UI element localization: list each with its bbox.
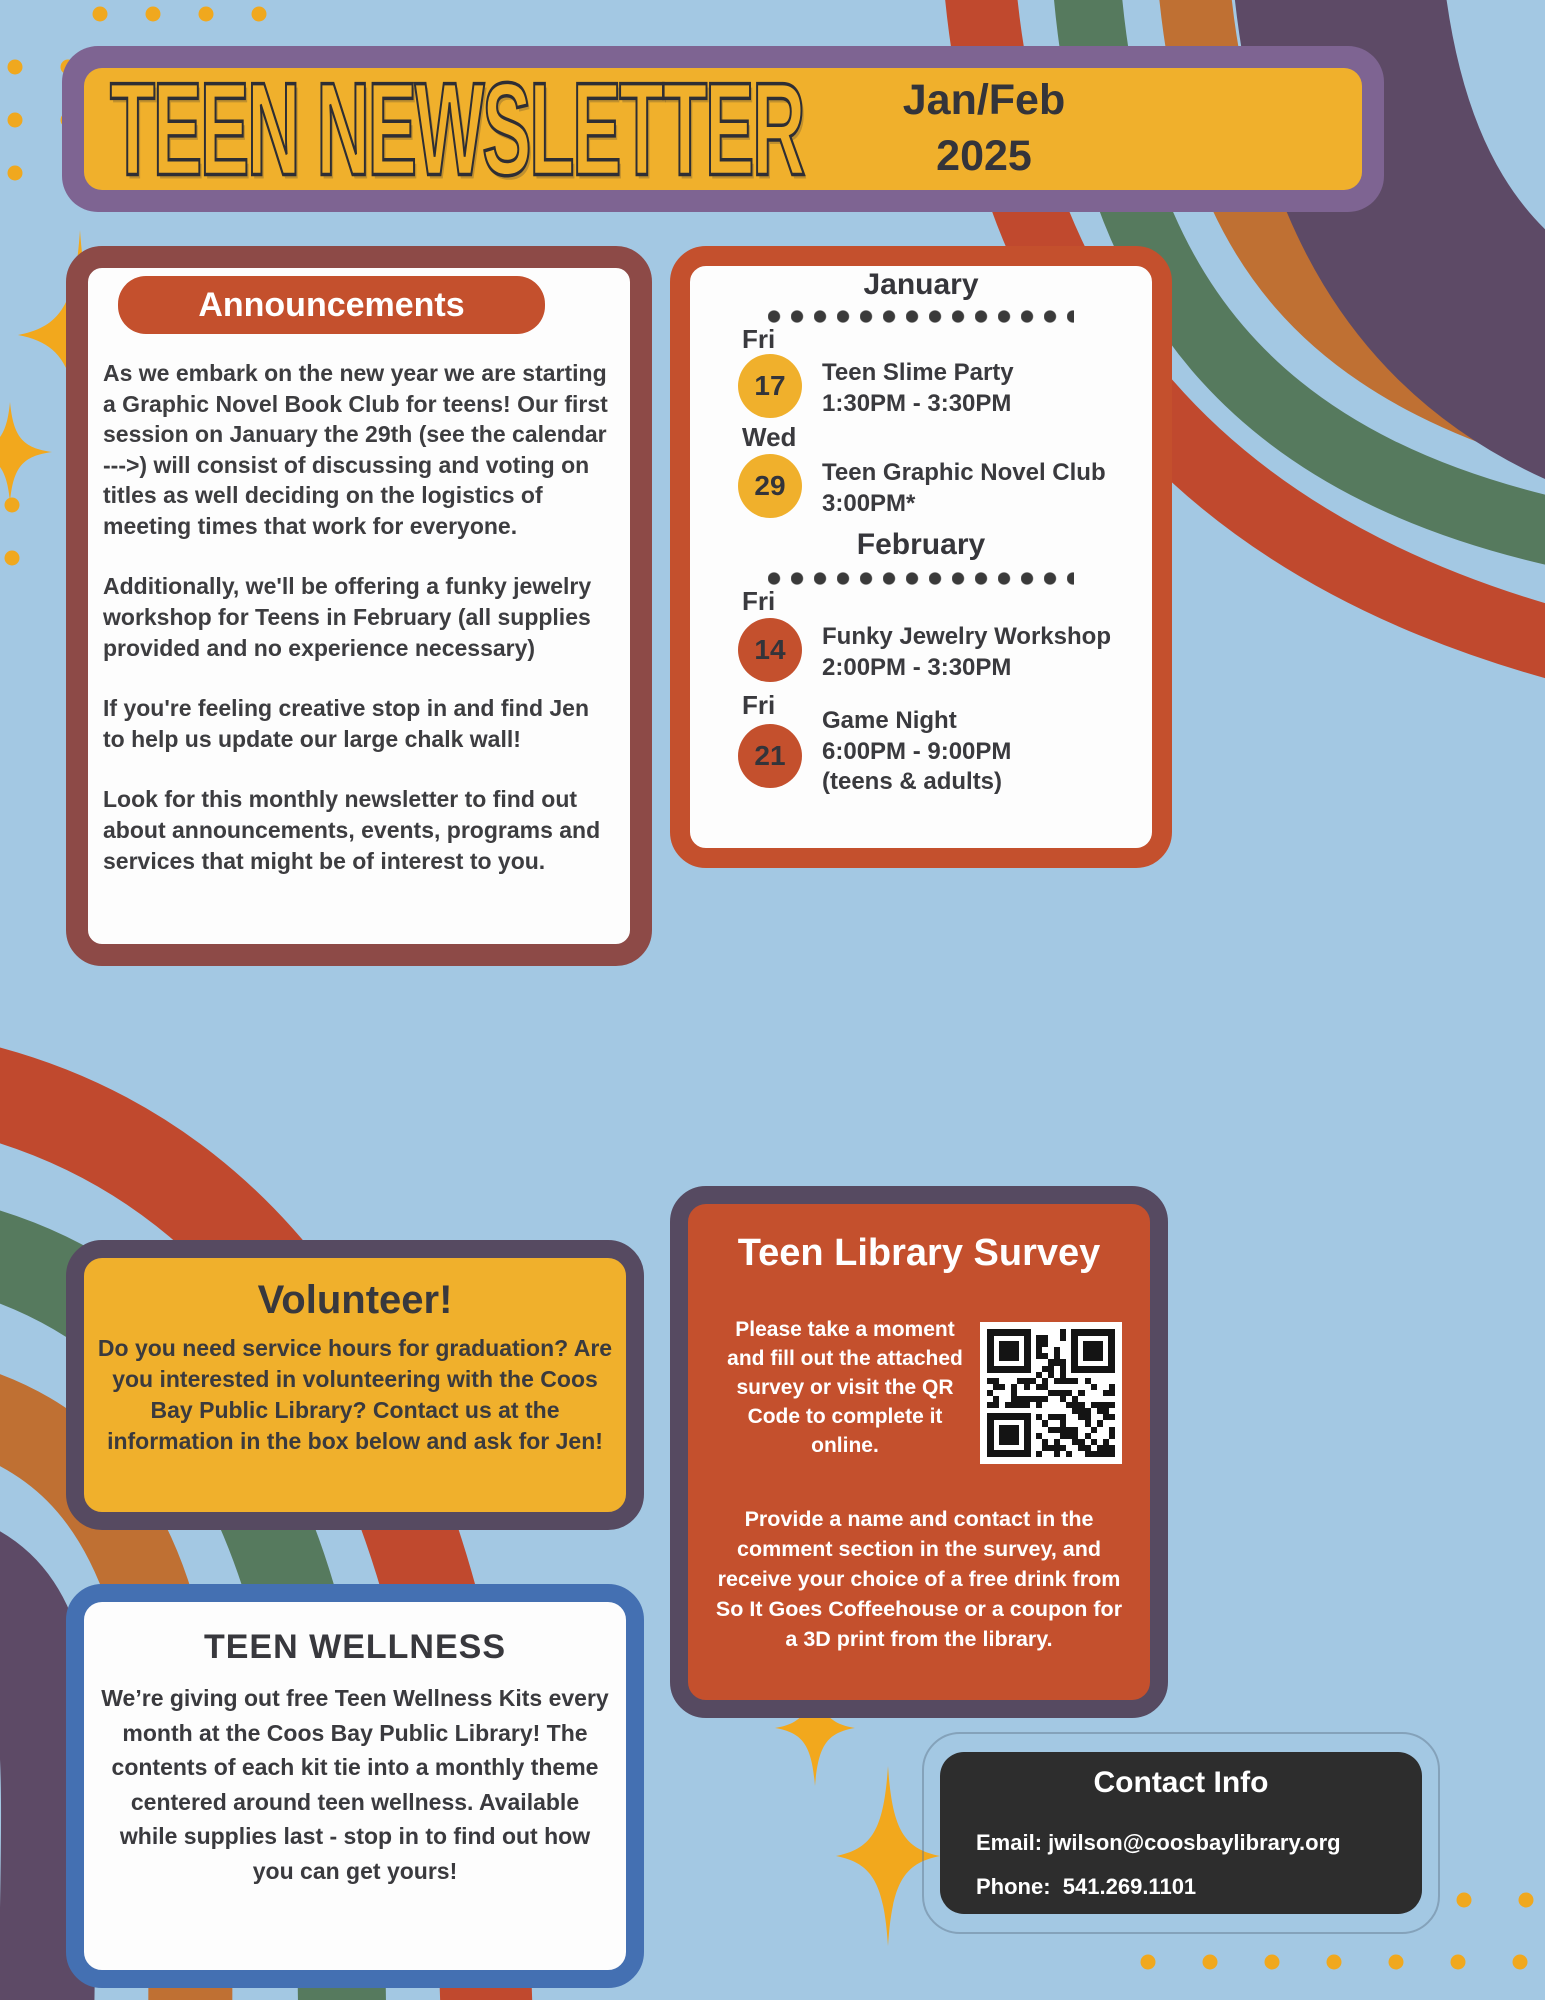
volunteer-box	[66, 1240, 644, 1530]
contact-phone	[976, 1874, 1196, 1900]
teen-wellness-box	[66, 1584, 644, 1988]
month-title-february: February	[856, 528, 986, 561]
event-title: Teen Graphic Novel Club	[822, 459, 1106, 486]
announcements-body	[103, 358, 615, 906]
event-details	[822, 358, 1014, 419]
survey-heading: Teen Library Survey	[737, 1232, 1101, 1274]
contact-heading: Contact Info	[1093, 1766, 1269, 1799]
issue-date	[834, 73, 1134, 185]
issue-months: Jan/Feb	[902, 76, 1066, 125]
announcements-paragraph: If you're feeling creative stop in and find Jen to help us update our large chalk wall!	[103, 695, 590, 752]
event-title: Funky Jewelry Workshop	[822, 623, 1111, 650]
event-time: 6:00PM - 9:00PM	[822, 737, 1012, 765]
event-date-badge: 17	[738, 354, 802, 418]
event-day: Fri	[742, 586, 776, 616]
contact-info-box	[940, 1752, 1422, 1914]
qr-finder-icon	[1071, 1329, 1115, 1373]
event-date-badge: 29	[738, 454, 802, 518]
event-time: 2:00PM - 3:30PM	[822, 653, 1012, 681]
contact-email	[976, 1830, 1341, 1856]
event-day: Fri	[742, 690, 776, 720]
event-time: 3:00PM*	[822, 489, 916, 517]
month-title-january: January	[863, 268, 979, 301]
dotted-divider	[768, 572, 1074, 585]
event-time: 1:30PM - 3:30PM	[822, 389, 1012, 417]
event-day: Wed	[742, 422, 797, 452]
survey-details: Provide a name and contact in the comment section in the survey, and receive your choice of a free drink from So It Goes Coffeehouse or a coupon for a 3D print from the library.	[715, 1507, 1123, 1652]
qr-code	[980, 1322, 1122, 1464]
announcements-paragraph: Additionally, we'll be offering a funky jewelry workshop for Teens in February (all supplies provided and no experience necessary)	[103, 573, 592, 661]
event-date-badge: 14	[738, 618, 802, 682]
volunteer-heading: Volunteer!	[257, 1278, 453, 1322]
event-title: Teen Slime Party	[822, 359, 1014, 386]
masthead	[62, 46, 1384, 212]
masthead-panel	[84, 55, 1362, 203]
phone-label: Phone:	[976, 1874, 1051, 1899]
event-day: Fri	[742, 324, 776, 354]
email-value: jwilson@coosbaylibrary.org	[1048, 1830, 1341, 1855]
event-audience: (teens & adults)	[822, 768, 1003, 796]
announcements-box	[66, 246, 652, 966]
event-details	[822, 622, 1111, 683]
newsletter-title: TEEN NEWSLETTER	[110, 55, 804, 203]
wellness-body: We’re giving out free Teen Wellness Kits every month at the Coos Bay Public Library! The contents of each kit tie into a monthly theme centered around teen wellness. Available while supplies last - stop in to find out how you can get yours!	[101, 1685, 609, 1884]
qr-finder-icon	[987, 1413, 1031, 1457]
qr-finder-icon	[987, 1329, 1031, 1373]
teen-library-survey-box	[670, 1186, 1168, 1718]
announcements-paragraph: As we embark on the new year we are starting a Graphic Novel Book Club for teens! Our first session on January the 29th (see the calendar --->) will consist of discussing and voting on titles as well deciding on the logistics of meeting times that work for everyone.	[103, 360, 608, 539]
announcements-heading: Announcements	[118, 276, 545, 334]
email-label: Email:	[976, 1830, 1043, 1855]
events-calendar-box	[670, 246, 1172, 868]
issue-year: 2025	[936, 132, 1032, 180]
event-title: Game Night	[822, 707, 957, 734]
wellness-heading: TEEN WELLNESS	[203, 1628, 507, 1666]
dotted-divider	[768, 310, 1074, 323]
event-date-badge: 21	[738, 724, 802, 788]
event-details	[822, 706, 1011, 798]
phone-value: 541.269.1101	[1062, 1874, 1197, 1899]
announcements-paragraph: Look for this monthly newsletter to find out about announcements, events, programs and services that might be of interest to you.	[103, 786, 601, 874]
survey-intro: Please take a moment and fill out the attached survey or visit the QR Code to complete it online.	[727, 1318, 963, 1457]
volunteer-body: Do you need service hours for graduation? Are you interested in volunteering with the Coos Bay Public Library? Contact us at the information in the box below and ask for Jen!	[97, 1335, 613, 1455]
event-details	[822, 458, 1106, 519]
